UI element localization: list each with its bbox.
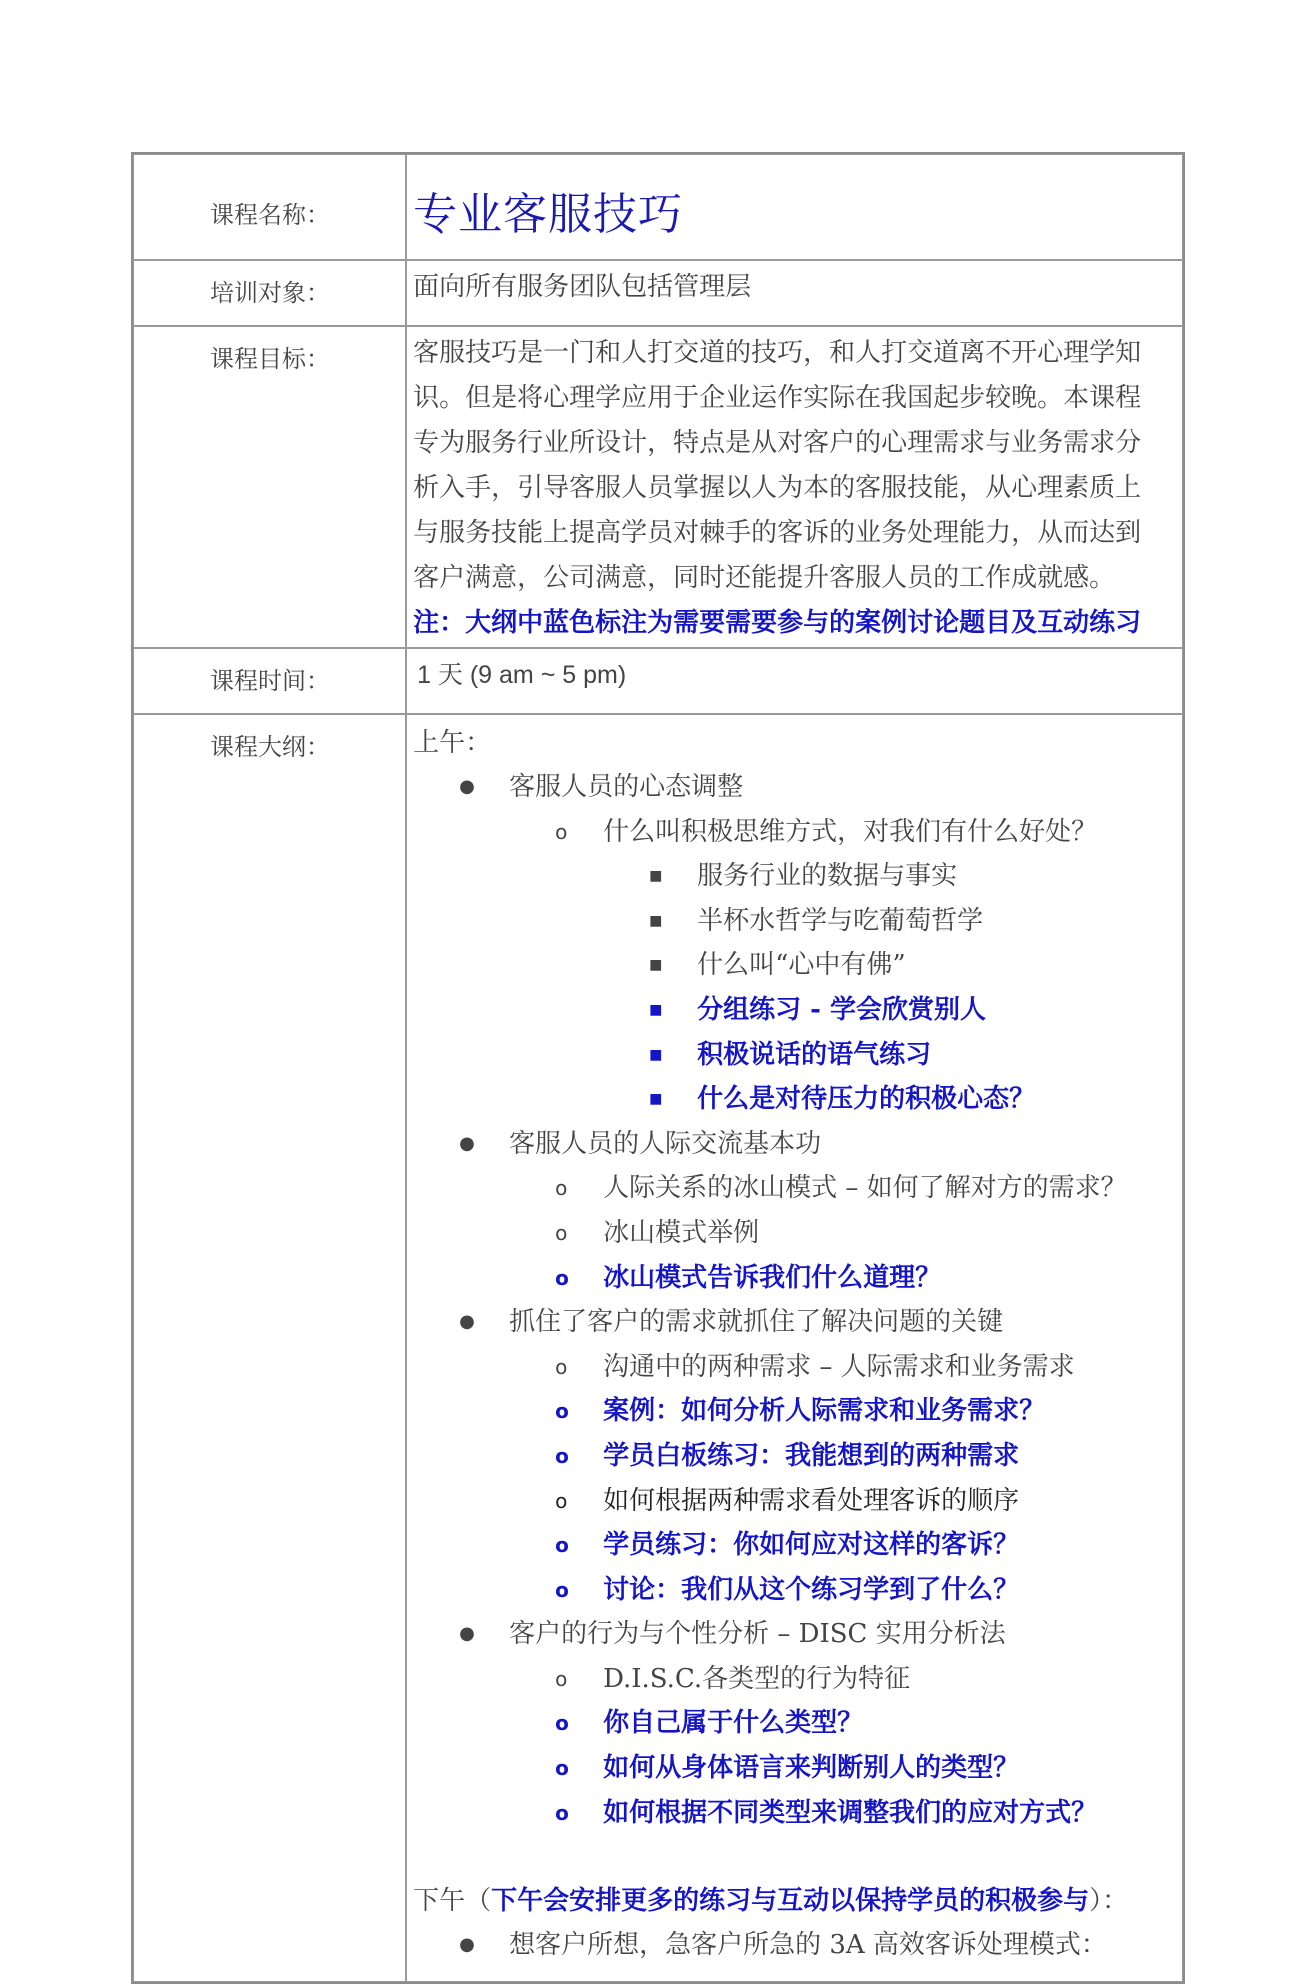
time-value: 1 天 (9 am ~ 5 pm) — [417, 661, 627, 689]
goal-line: 专为服务行业所设计，特点是从对客户的心理需求与业务需求分 — [413, 428, 1142, 458]
afternoon-prefix: 下午（ — [413, 1886, 492, 1917]
bullet-circle-icon: o — [555, 1800, 569, 1825]
bullet-circle-icon: o — [555, 1354, 568, 1379]
topic-title: 客服人员的人际交流基本功 — [509, 1128, 822, 1159]
subtopic-item — [413, 1434, 1172, 1479]
bullet-dot-icon: ● — [459, 776, 475, 797]
subtopic-item — [413, 1389, 1172, 1434]
afternoon-topic-list — [413, 1923, 1172, 1968]
target-label: 培训对象： — [133, 260, 406, 326]
row-target — [133, 260, 1183, 326]
morning-topic-list — [413, 765, 1172, 1835]
bullet-circle-icon: o — [555, 819, 568, 844]
afternoon-heading — [413, 1879, 1172, 1923]
bullet-circle-icon: o — [555, 1220, 568, 1245]
detail-item — [413, 854, 1172, 899]
goal-cell — [406, 326, 1183, 648]
bullet-circle-icon: o — [555, 1711, 569, 1736]
topic-item — [413, 765, 1172, 1122]
course-title: 专业客服技巧 — [413, 189, 684, 240]
bullet-circle-icon: o — [555, 1666, 568, 1691]
bullet-square-icon: ■ — [649, 957, 663, 974]
subtopic-item — [413, 1211, 1172, 1256]
goal-line: 与服务技能上提高学员对棘手的客诉的业务处理能力，从而达到 — [413, 518, 1142, 548]
course-name-cell — [406, 154, 1183, 260]
row-goal — [133, 326, 1183, 648]
topic-title: 客服人员的心态调整 — [509, 772, 744, 802]
subtopic-text: 沟通中的两种需求 – 人际需求和业务需求 — [603, 1351, 1075, 1382]
afternoon-suffix: ）： — [1089, 1886, 1129, 1917]
bullet-circle-icon: o — [555, 1176, 568, 1201]
bullet-square-icon: ■ — [649, 1001, 663, 1018]
bullet-square-icon: ■ — [649, 912, 663, 929]
subtopic-text: 讨论：我们从这个练习学到了什么？ — [603, 1574, 1020, 1605]
outline-cell — [406, 714, 1183, 1982]
bullet-square-icon: ■ — [649, 1046, 663, 1063]
detail-text: 积极说话的语气练习 — [697, 1039, 932, 1070]
detail-text: 服务行业的数据与事实 — [697, 861, 958, 892]
goal-line: 识。但是将心理学应用于企业运作实际在我国起步较晚。本课程 — [413, 383, 1142, 413]
goal-line: 客户满意，公司满意，同时还能提升客服人员的工作成就感。 — [413, 563, 1116, 593]
bullet-circle-icon: o — [555, 1488, 568, 1513]
subtopic-text: 学员白板练习：我能想到的两种需求 — [603, 1440, 1020, 1471]
detail-item — [413, 1077, 1172, 1122]
bullet-circle-icon: o — [555, 1265, 569, 1290]
morning-heading: 上午： — [413, 728, 492, 758]
subtopic-item — [413, 1166, 1172, 1211]
subtopic-text: 什么叫积极思维方式，对我们有什么好处？ — [603, 816, 1098, 847]
detail-text: 分组练习 - 学会欣赏别人 — [697, 994, 986, 1025]
subtopic-text: 冰山模式举例 — [603, 1217, 760, 1248]
topic-item — [413, 1923, 1172, 1968]
subtopic-list — [509, 1166, 1172, 1300]
bullet-circle-icon: o — [555, 1399, 569, 1424]
subtopic-text: 人际关系的冰山模式 – 如何了解对方的需求？ — [603, 1173, 1127, 1204]
subtopic-text: 学员练习：你如何应对这样的客诉？ — [603, 1530, 1020, 1561]
subtopic-text: 如何根据不同类型来调整我们的应对方式？ — [603, 1797, 1098, 1828]
subtopic-item — [413, 1523, 1172, 1568]
target-cell — [406, 260, 1183, 326]
bullet-circle-icon: o — [555, 1756, 569, 1781]
row-time — [133, 648, 1183, 714]
subtopic-item — [413, 1657, 1172, 1702]
row-outline — [133, 714, 1183, 1982]
bullet-dot-icon: ● — [459, 1311, 475, 1333]
course-info-table — [131, 152, 1185, 1984]
detail-item — [413, 943, 1172, 988]
goal-note: 注：大纲中蓝色标注为需要需要参与的案例讨论题目及互动练习 — [413, 608, 1142, 638]
subtopic-text: 冰山模式告诉我们什么道理？ — [603, 1262, 942, 1293]
time-label: 课程时间： — [133, 648, 406, 714]
detail-text: 什么叫“心中有佛” — [697, 950, 906, 981]
bullet-circle-icon: o — [555, 1577, 569, 1602]
outline-label: 课程大纲： — [133, 714, 406, 1982]
topic-item — [413, 1300, 1172, 1612]
subtopic-text: 案例：如何分析人际需求和业务需求？ — [603, 1396, 1046, 1427]
subtopic-list — [509, 810, 1172, 1122]
topic-item — [413, 1612, 1172, 1835]
detail-text: 什么是对待压力的积极心态？ — [697, 1084, 1036, 1115]
subtopic-item — [413, 1568, 1172, 1613]
subtopic-item — [413, 1791, 1172, 1836]
topic-item — [413, 1122, 1172, 1300]
subtopic-item — [413, 1701, 1172, 1746]
section-spacer — [413, 1835, 1172, 1879]
row-course-name — [133, 154, 1183, 260]
topic-title: 想客户所想，急客户所急的 3A 高效客诉处理模式： — [509, 1930, 1107, 1961]
subtopic-text: D.I.S.C.各类型的行为特征 — [603, 1663, 911, 1694]
bullet-dot-icon: ● — [459, 1623, 475, 1645]
detail-item — [413, 899, 1172, 944]
course-name-label: 课程名称： — [133, 154, 406, 260]
subtopic-list — [509, 1657, 1172, 1835]
subtopic-text: 你自己属于什么类型？ — [603, 1708, 864, 1739]
bullet-dot-icon: ● — [459, 1934, 475, 1956]
time-cell — [406, 648, 1183, 714]
bullet-square-icon: ■ — [649, 1091, 663, 1108]
bullet-circle-icon: o — [555, 1533, 569, 1558]
topic-title: 客户的行为与个性分析 – DISC 实用分析法 — [509, 1619, 1006, 1650]
afternoon-note: 下午会安排更多的练习与互动以保持学员的积极参与 — [491, 1886, 1090, 1917]
subtopic-text: 如何从身体语言来判断别人的类型？ — [603, 1753, 1020, 1784]
subtopic-text: 如何根据两种需求看处理客诉的顺序 — [603, 1485, 1020, 1516]
detail-item — [413, 988, 1172, 1033]
subtopic-item — [413, 1256, 1172, 1301]
goal-line: 客服技巧是一门和人打交道的技巧，和人打交道离不开心理学知 — [413, 338, 1142, 368]
target-value: 面向所有服务团队包括管理层 — [413, 272, 752, 302]
bullet-dot-icon: ● — [459, 1132, 475, 1154]
subtopic-item — [413, 810, 1172, 1122]
goal-label: 课程目标： — [133, 326, 406, 648]
subtopic-item — [413, 1345, 1172, 1390]
detail-text: 半杯水哲学与吃葡萄哲学 — [697, 905, 984, 936]
goal-line: 析入手，引导客服人员掌握以人为本的客服技能，从心理素质上 — [413, 473, 1142, 503]
subtopic-item — [413, 1479, 1172, 1524]
bullet-square-icon: ■ — [649, 868, 663, 885]
subtopic-list — [509, 1345, 1172, 1613]
subtopic-item — [413, 1746, 1172, 1791]
topic-title: 抓住了客户的需求就抓住了解决问题的关键 — [509, 1307, 1004, 1338]
detail-list — [603, 854, 1172, 1122]
detail-item — [413, 1033, 1172, 1078]
bullet-circle-icon: o — [555, 1443, 569, 1468]
